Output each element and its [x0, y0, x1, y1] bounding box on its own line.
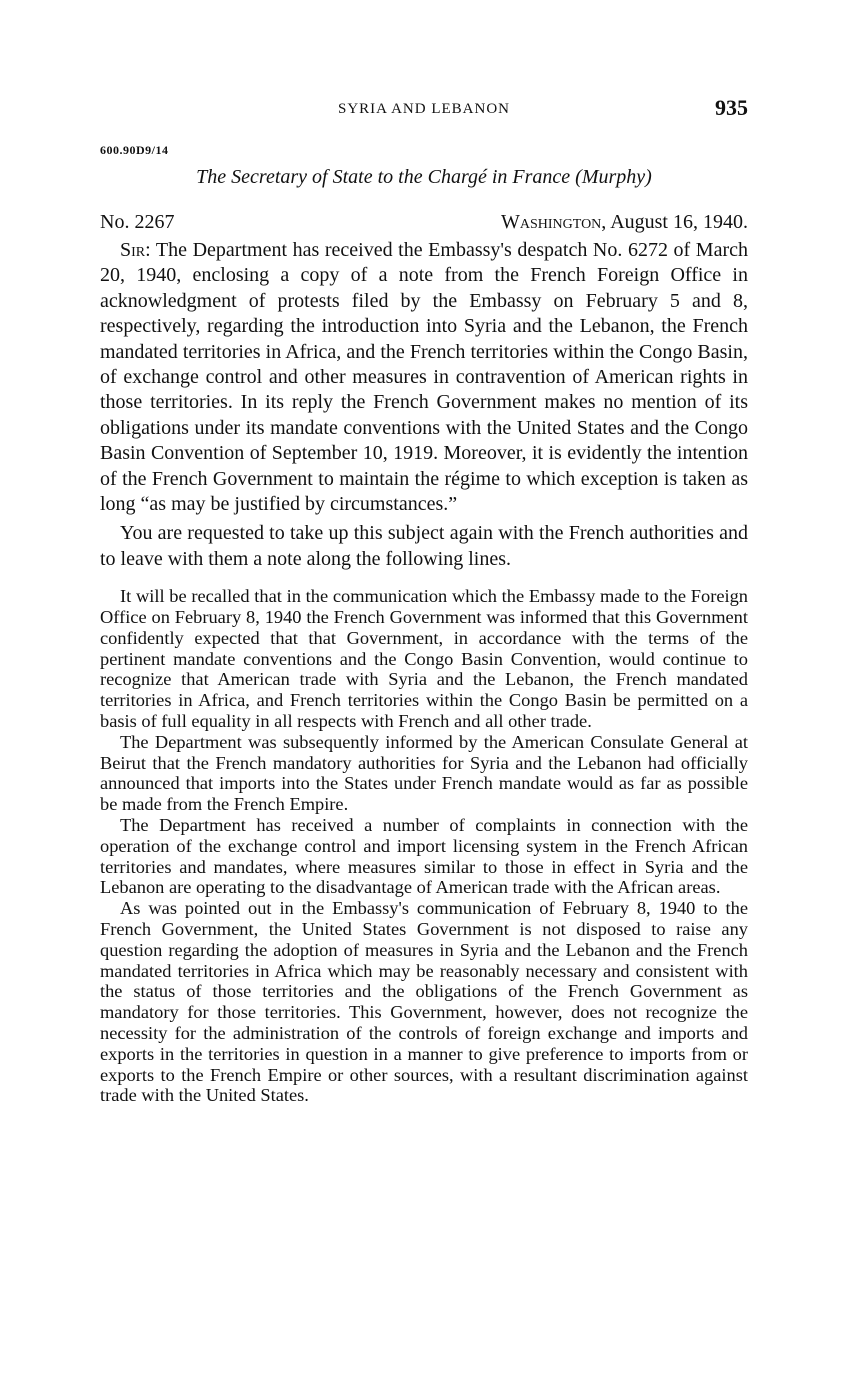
file-number: 600.90D9/14 [100, 143, 169, 157]
page-number: 935 [715, 95, 748, 120]
dateline-date: August 16, 1940. [610, 211, 748, 233]
body-paragraph [100, 238, 748, 517]
page-header [100, 95, 748, 125]
dateline-place: Washington, [501, 211, 607, 233]
document-page [100, 95, 748, 1106]
note-paragraph: The Department was subsequently informed by the American Consulate General at Beirut that the French mandatory authorities for Syria and the Lebanon had officially announced that imports into the States under French mandate would as far as possible be made from the French Empire. [100, 731, 748, 815]
paragraph-text: The Department has received the Embassy's despatch No. 6272 of March 20, 1940, enclosing a copy of a note from the French Foreign Office in acknowledgment of protests filed by the Embassy on February 5 and 8, respectively, regarding the introduction into Syria and the Lebanon, the French mandated territories in Africa, and the French territories within the Congo Basin, of exchange control and other measures in contravention of American rights in those territories. In its reply the French Government makes no mention of its obligations under its mandate conventions with the United States and the Congo Basin Convention of September 10, 1919. Moreover, it is evidently the intention of the French Government to maintain the régime to which exception is taken as long “as may be justified by circumstances.” [100, 239, 748, 516]
body-paragraph: You are requested to take up this subject again with the French authorities and to leave with them a note along the following lines. [100, 522, 748, 570]
document-title: The Secretary of State to the Chargé in France (Murphy) [196, 166, 652, 188]
note-paragraph: It will be recalled that in the communication which the Embassy made to the Foreign Office on February 8, 1940 the French Government was informed that this Government confidently expected that that Government, in accordance with the terms of the pertinent mandate conventions and the Congo Basin Convention, would continue to recognize that American trade with Syria and the Lebanon, the French mandated territories in Africa, and French territories within the Congo Basin be permitted on a basis of full equality in all respects with French and all other trade. [100, 586, 748, 732]
proposed-note [100, 586, 748, 1106]
despatch-number: No. 2267 [100, 211, 175, 233]
note-paragraph: The Department has received a number of complaints in connection with the operation of the exchange control and import licensing system in the French African territories and mandates, where measures similar to those in effect in Syria and the Lebanon are operating to the disadvantage of American trade with the African areas. [100, 815, 748, 898]
running-head: SYRIA AND LEBANON [337, 101, 510, 117]
dateline [100, 211, 748, 234]
letter-body [100, 238, 748, 572]
salutation: Sir: [120, 239, 151, 261]
note-paragraph: As was pointed out in the Embassy's communication of February 8, 1940 to the French Government, the United States Government is not disposed to raise any question regarding the adoption of measures in Syria and the Lebanon and the French mandated territories in Africa which may be reasonably necessary and consistent with the status of those territories and the obligations of the French Government as mandatory for those territories. This Government, however, does not recognize the necessity for the administration of the controls of foreign exchange and imports and exports in the territories in question in a manner to give preference to imports from or exports to the French Empire or other sources, with a resultant discrimination against trade with the United States. [100, 898, 748, 1106]
place-and-date [501, 211, 748, 234]
